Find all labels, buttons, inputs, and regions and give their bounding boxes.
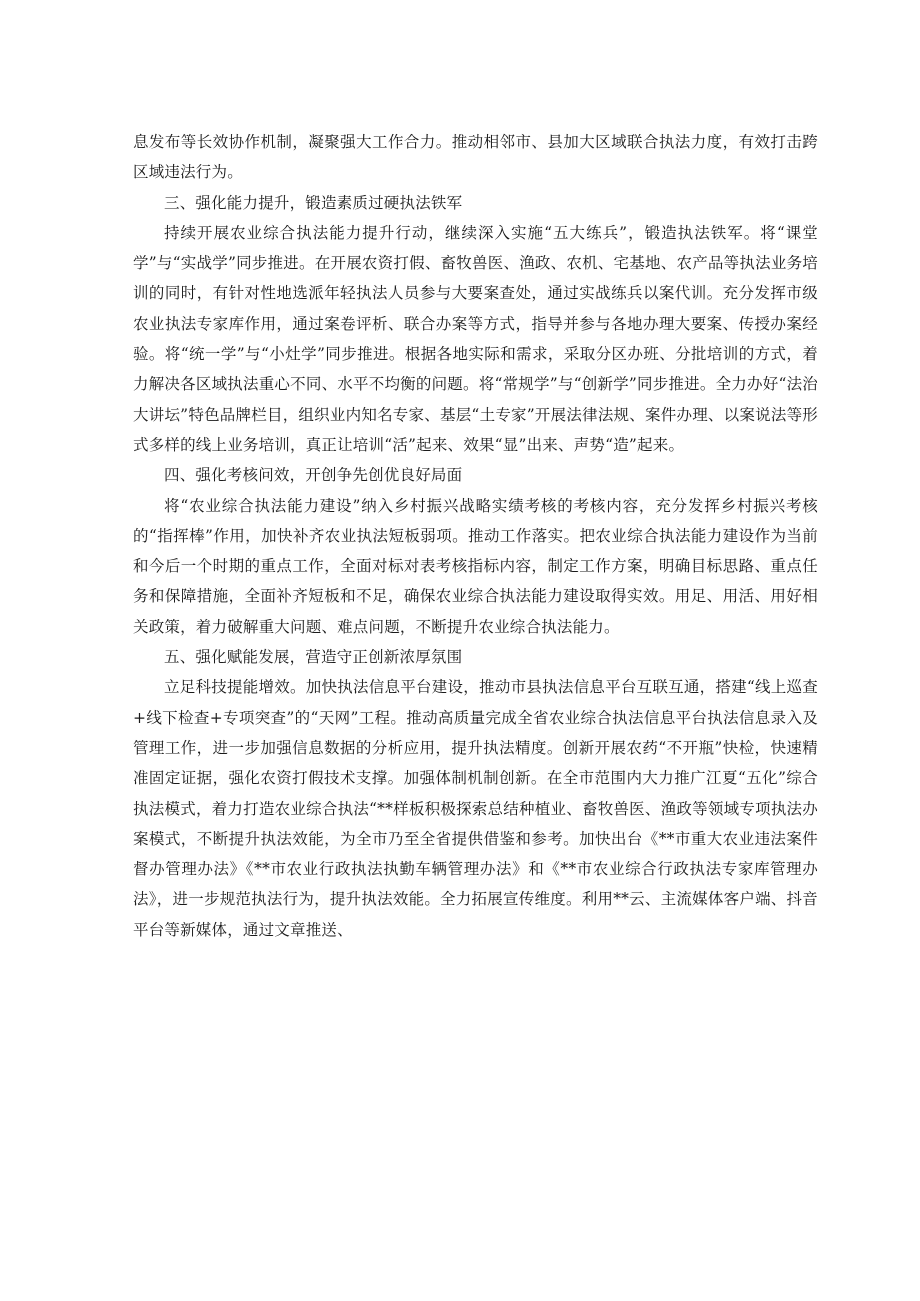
paragraph-continuation: 息发布等长效协作机制，凝聚强大工作合力。推动相邻市、县加大区域联合执法力度，有效打击跨区域违法行为。: [133, 133, 818, 182]
paragraph-capability: 持续开展农业综合执法能力提升行动，继续深入实施“五大练兵”，锻造执法铁军。将“课堂学”与“实战学”同步推进。在开展农资打假、畜牧兽医、渔政、农机、宅基地、农产品等执法业务培训的同时，有针对性地选派年轻执法人员参与大要案查处，通过实战练兵以案代训。充分发挥市级农业执法专家库作用，通过案卷评析、联合办案等方式，指导并参与各地办理大要案、传授办案经验。将“统一学”与“小灶学”同步推进。根据各地实际和需求，采取分区办班、分批培训的方式，着力解决各区域执法重心不同、水平不均衡的问题。将“常规学”与“创新学”同步推进。全力办好“法治大讲坛”特色品牌栏目，组织业内知名专家、基层“土专家”开展法律法规、案件办理、以案说法等形式多样的线上业务培训，真正让培训“活”起来、效果“显”出来、声势“造”起来。: [133, 223, 818, 454]
section-heading-4: 四、强化考核问效，开创争先创优良好局面: [164, 466, 463, 485]
section-heading-5: 五、强化赋能发展，营造守正创新浓厚氛围: [164, 648, 463, 667]
paragraph-assessment: 将“农业综合执法能力建设”纳入乡村振兴战略实绩考核的考核内容，充分发挥乡村振兴考核的“指挥棒”作用，加快补齐农业执法短板弱项。推动工作落实。把农业综合执法能力建设作为当前和今后一个时期的重点工作，全面对标对表考核指标内容，制定工作方案，明确目标思路、重点任务和保障措施，全面补齐短板和不足，确保农业综合执法能力建设取得实效。用足、用活、用好相关政策，着力破解重大问题、难点问题，不断提升农业综合执法能力。: [133, 496, 818, 636]
section-heading-3: 三、强化能力提升，锻造素质过硬执法铁军: [164, 193, 463, 212]
document-body: [133, 127, 818, 945]
paragraph-empowerment: 立足科技提能增效。加快执法信息平台建设，推动市县执法信息平台互联互通，搭建“线上巡查+线下检查+专项突查”的“天网”工程。推动高质量完成全省农业综合执法信息平台执法信息录入及管理工作，进一步加强信息数据的分析应用，提升执法精度。创新开展农药“不开瓶”快检，快速精准固定证据，强化农资打假技术支撑。加强体制机制创新。在全市范围内大力推广江夏“五化”综合执法模式，着力打造农业综合执法“**样板积极探索总结种植业、畜牧兽医、渔政等领域专项执法办案模式，不断提升执法效能，为全市乃至全省提供借鉴和参考。加快出台《**市重大农业违法案件督办管理办法》《**市农业行政执法执勤车辆管理办法》和《**市农业综合行政执法专家库管理办法》，进一步规范执法行为，提升执法效能。全力拓展宣传维度。利用**云、主流媒体客户端、抖音平台等新媒体，通过文章推送、: [133, 678, 818, 939]
